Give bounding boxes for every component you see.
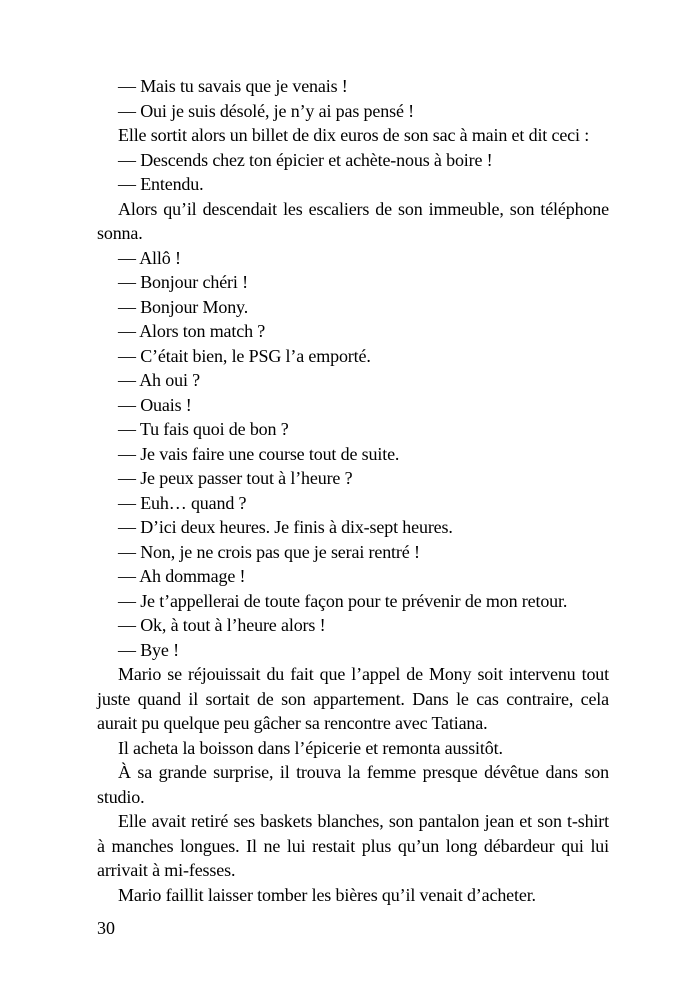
paragraph: — Ouais ! — [118, 394, 192, 415]
paragraph: — Bonjour chéri ! — [118, 272, 248, 292]
page-body-text — [97, 74, 609, 907]
paragraph: — C’était bien, le PSG l’a emporté. — [118, 345, 371, 366]
paragraph: — Bonjour Mony. — [118, 296, 249, 317]
paragraph: Elle sortit alors un billet de dix euros de son sac à main et dit ceci : — [118, 125, 590, 145]
paragraph: — Entendu. — [118, 174, 204, 194]
paragraph: — Je peux passer tout à l’heure ? — [118, 468, 353, 488]
paragraph: — Je t’appellerai de toute façon pour te prévenir de mon retour. — [118, 590, 568, 611]
paragraph: Mario faillit laisser tomber les bières qu’il venait d’acheter. — [118, 884, 536, 905]
paragraph: Mario se réjouissait du fait que l’appel de Mony soit intervenu tout juste quand il sortait de son appartement. Dans le cas contraire, cela aurait pu quelque peu gâcher sa rencontre avec Tatiana. — [97, 664, 609, 733]
paragraph: — Oui je suis désolé, je n’y ai pas pensé ! — [118, 100, 414, 121]
page-number: 30 — [97, 918, 115, 938]
paragraph: Il acheta la boisson dans l’épicerie et remonta aussitôt. — [118, 737, 503, 758]
paragraph: — Ok, à tout à l’heure alors ! — [118, 615, 326, 635]
paragraph: — Je vais faire une course tout de suite. — [118, 443, 400, 464]
paragraph: Elle avait retiré ses baskets blanches, son pantalon jean et son t-shirt à manches longues. Il ne lui restait plus qu’un long débardeur qui lui arrivait à mi-fesses. — [97, 811, 609, 880]
paragraph: — Ah oui ? — [118, 370, 200, 390]
paragraph: — Mais tu savais que je venais ! — [118, 76, 348, 96]
paragraph: — Tu fais quoi de bon ? — [118, 419, 289, 439]
paragraph: — Descends chez ton épicier et achète-nous à boire ! — [118, 149, 493, 170]
paragraph: À sa grande surprise, il trouva la femme presque dévêtue dans son studio. — [97, 762, 609, 807]
paragraph: — Allô ! — [118, 247, 181, 268]
paragraph: — Alors ton match ? — [118, 321, 266, 341]
paragraph: Alors qu’il descendait les escaliers de son immeuble, son téléphone sonna. — [97, 198, 609, 243]
paragraph: — D’ici deux heures. Je finis à dix-sept heures. — [118, 517, 453, 537]
paragraph: — Euh… quand ? — [118, 492, 247, 513]
paragraph: — Bye ! — [118, 639, 179, 660]
paragraph: — Non, je ne crois pas que je serai rentré ! — [118, 541, 420, 562]
paragraph: — Ah dommage ! — [118, 566, 246, 586]
